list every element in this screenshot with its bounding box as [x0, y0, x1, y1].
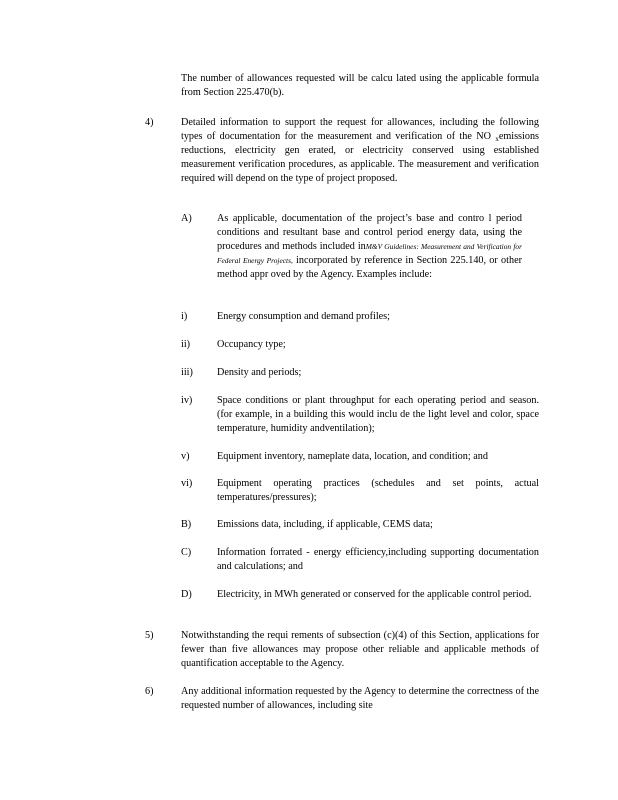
subitem-text: Electricity, in MWh generated or conserved for the applicable control period. [217, 589, 532, 600]
subitem-number: vi) [181, 478, 193, 489]
subitem-text: Emissions data, including, if applicable, CEMS data; [217, 519, 433, 530]
subitem-number: D) [181, 589, 192, 600]
subitem-text: Occupancy type; [217, 339, 286, 350]
subitem-number: C) [181, 547, 192, 558]
subitem-number: B) [181, 519, 192, 530]
item-text: Detailed information to support the request for allowances, including the following types of documentation for the measurement and verification of the NO $_x$emissions reductions, electricity gen erated, or electricity conserved using established measurement verification procedures, as applicable. The measurement and verification required will depend on the type of project proposed. [181, 117, 540, 184]
item-number: 4) [145, 117, 154, 128]
subitem-text: Equipment inventory, nameplate data, location, and condition; and [217, 451, 488, 462]
subitem-text: Energy consumption and demand profiles; [217, 311, 390, 322]
subitem-text: Information forrated - energy efficiency,including supporting documentation and calculations; and [217, 547, 539, 572]
subitem-number: iv) [181, 395, 193, 406]
subitem-number: i) [181, 311, 188, 322]
subitem-number: ii) [181, 339, 191, 350]
item-text: Notwithstanding the requi rements of subsection (c)(4) of this Section, applications for fewer than five allowances may propose other reliable and applicable methods of quantification acceptable to the Agency. [181, 630, 539, 669]
subitem-text: Equipment operating practices (schedules and set points, actual temperatures/pressures); [217, 478, 539, 503]
subitem-number: v) [181, 451, 190, 462]
guidelines-title: M&V Guidelines: Measurement and Verification for Federal Energy Projects, [217, 242, 522, 265]
intro-paragraph: The number of allowances requested will be calcu lated using the applicable formula from Section 225.470(b). [181, 73, 539, 98]
subitem-text: Space conditions or plant throughput for each operating period and season. (for example, in a building this would inclu de the light level and color, space temperature, humidity andventilation); [217, 395, 539, 434]
item-text: Any additional information requested by the Agency to determine the correctness of the requested number of allowances, including site [181, 686, 539, 711]
subitem-number: A) [181, 213, 192, 224]
item-number: 6) [145, 686, 154, 697]
subitem-text: As applicable, documentation of the project’s base and contro l period conditions and resultant base and control period energy data, using the procedures and methods included inM&V Guidelines: Measurement and Verification for Federal Energy Projects, incorporated by reference in Section 225.140, or other method appr oved by the Agency. Examples include: [217, 213, 522, 280]
subitem-text: Density and periods; [217, 367, 302, 378]
item-number: 5) [145, 630, 154, 641]
subitem-number: iii) [181, 367, 193, 378]
